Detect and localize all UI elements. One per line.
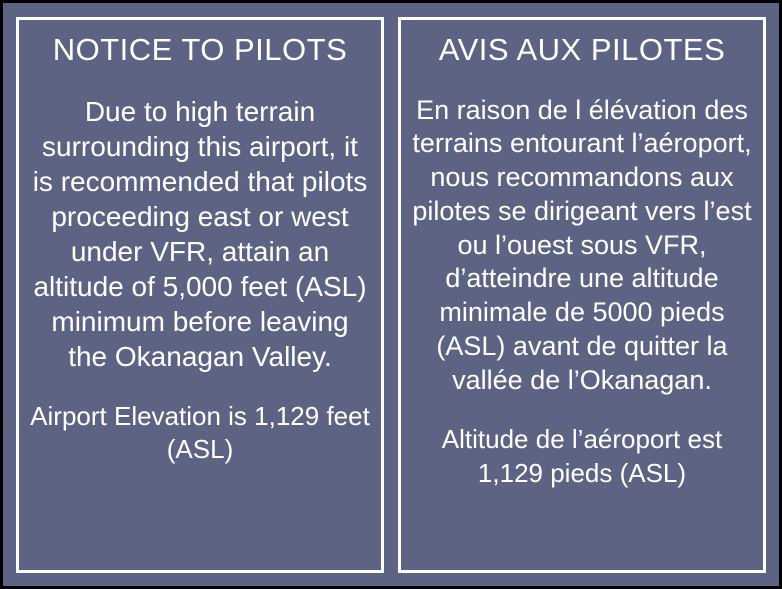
notice-panel-french xyxy=(398,17,766,573)
panel-footer-french: Altitude de l’aéroport est 1,129 pieds (ASL) xyxy=(441,424,723,489)
panel-body-french: En raison de l élévation des terrains entourant l’aéroport, nous recommandons aux pilotes se dirigeant vers l’est ou l’ouest sous VFR, d’atteindre une altitude minimale de 5000 pieds (ASL) avant de quitter la vallée de l’Okanagan. xyxy=(412,94,752,395)
notice-panel-english xyxy=(16,17,384,573)
panel-title-french: AVIS AUX PILOTES xyxy=(438,32,726,67)
panel-footer-english: Airport Elevation is 1,129 feet (ASL) xyxy=(30,400,370,465)
panel-title-english: NOTICE TO PILOTS xyxy=(52,32,348,67)
panel-body-english: Due to high terrain surrounding this airport, it is recommended that pilots proceeding east or west under VFR, attain an altitude of 5,000 feet (ASL) minimum before leaving the Okanagan Valley. xyxy=(32,95,368,372)
